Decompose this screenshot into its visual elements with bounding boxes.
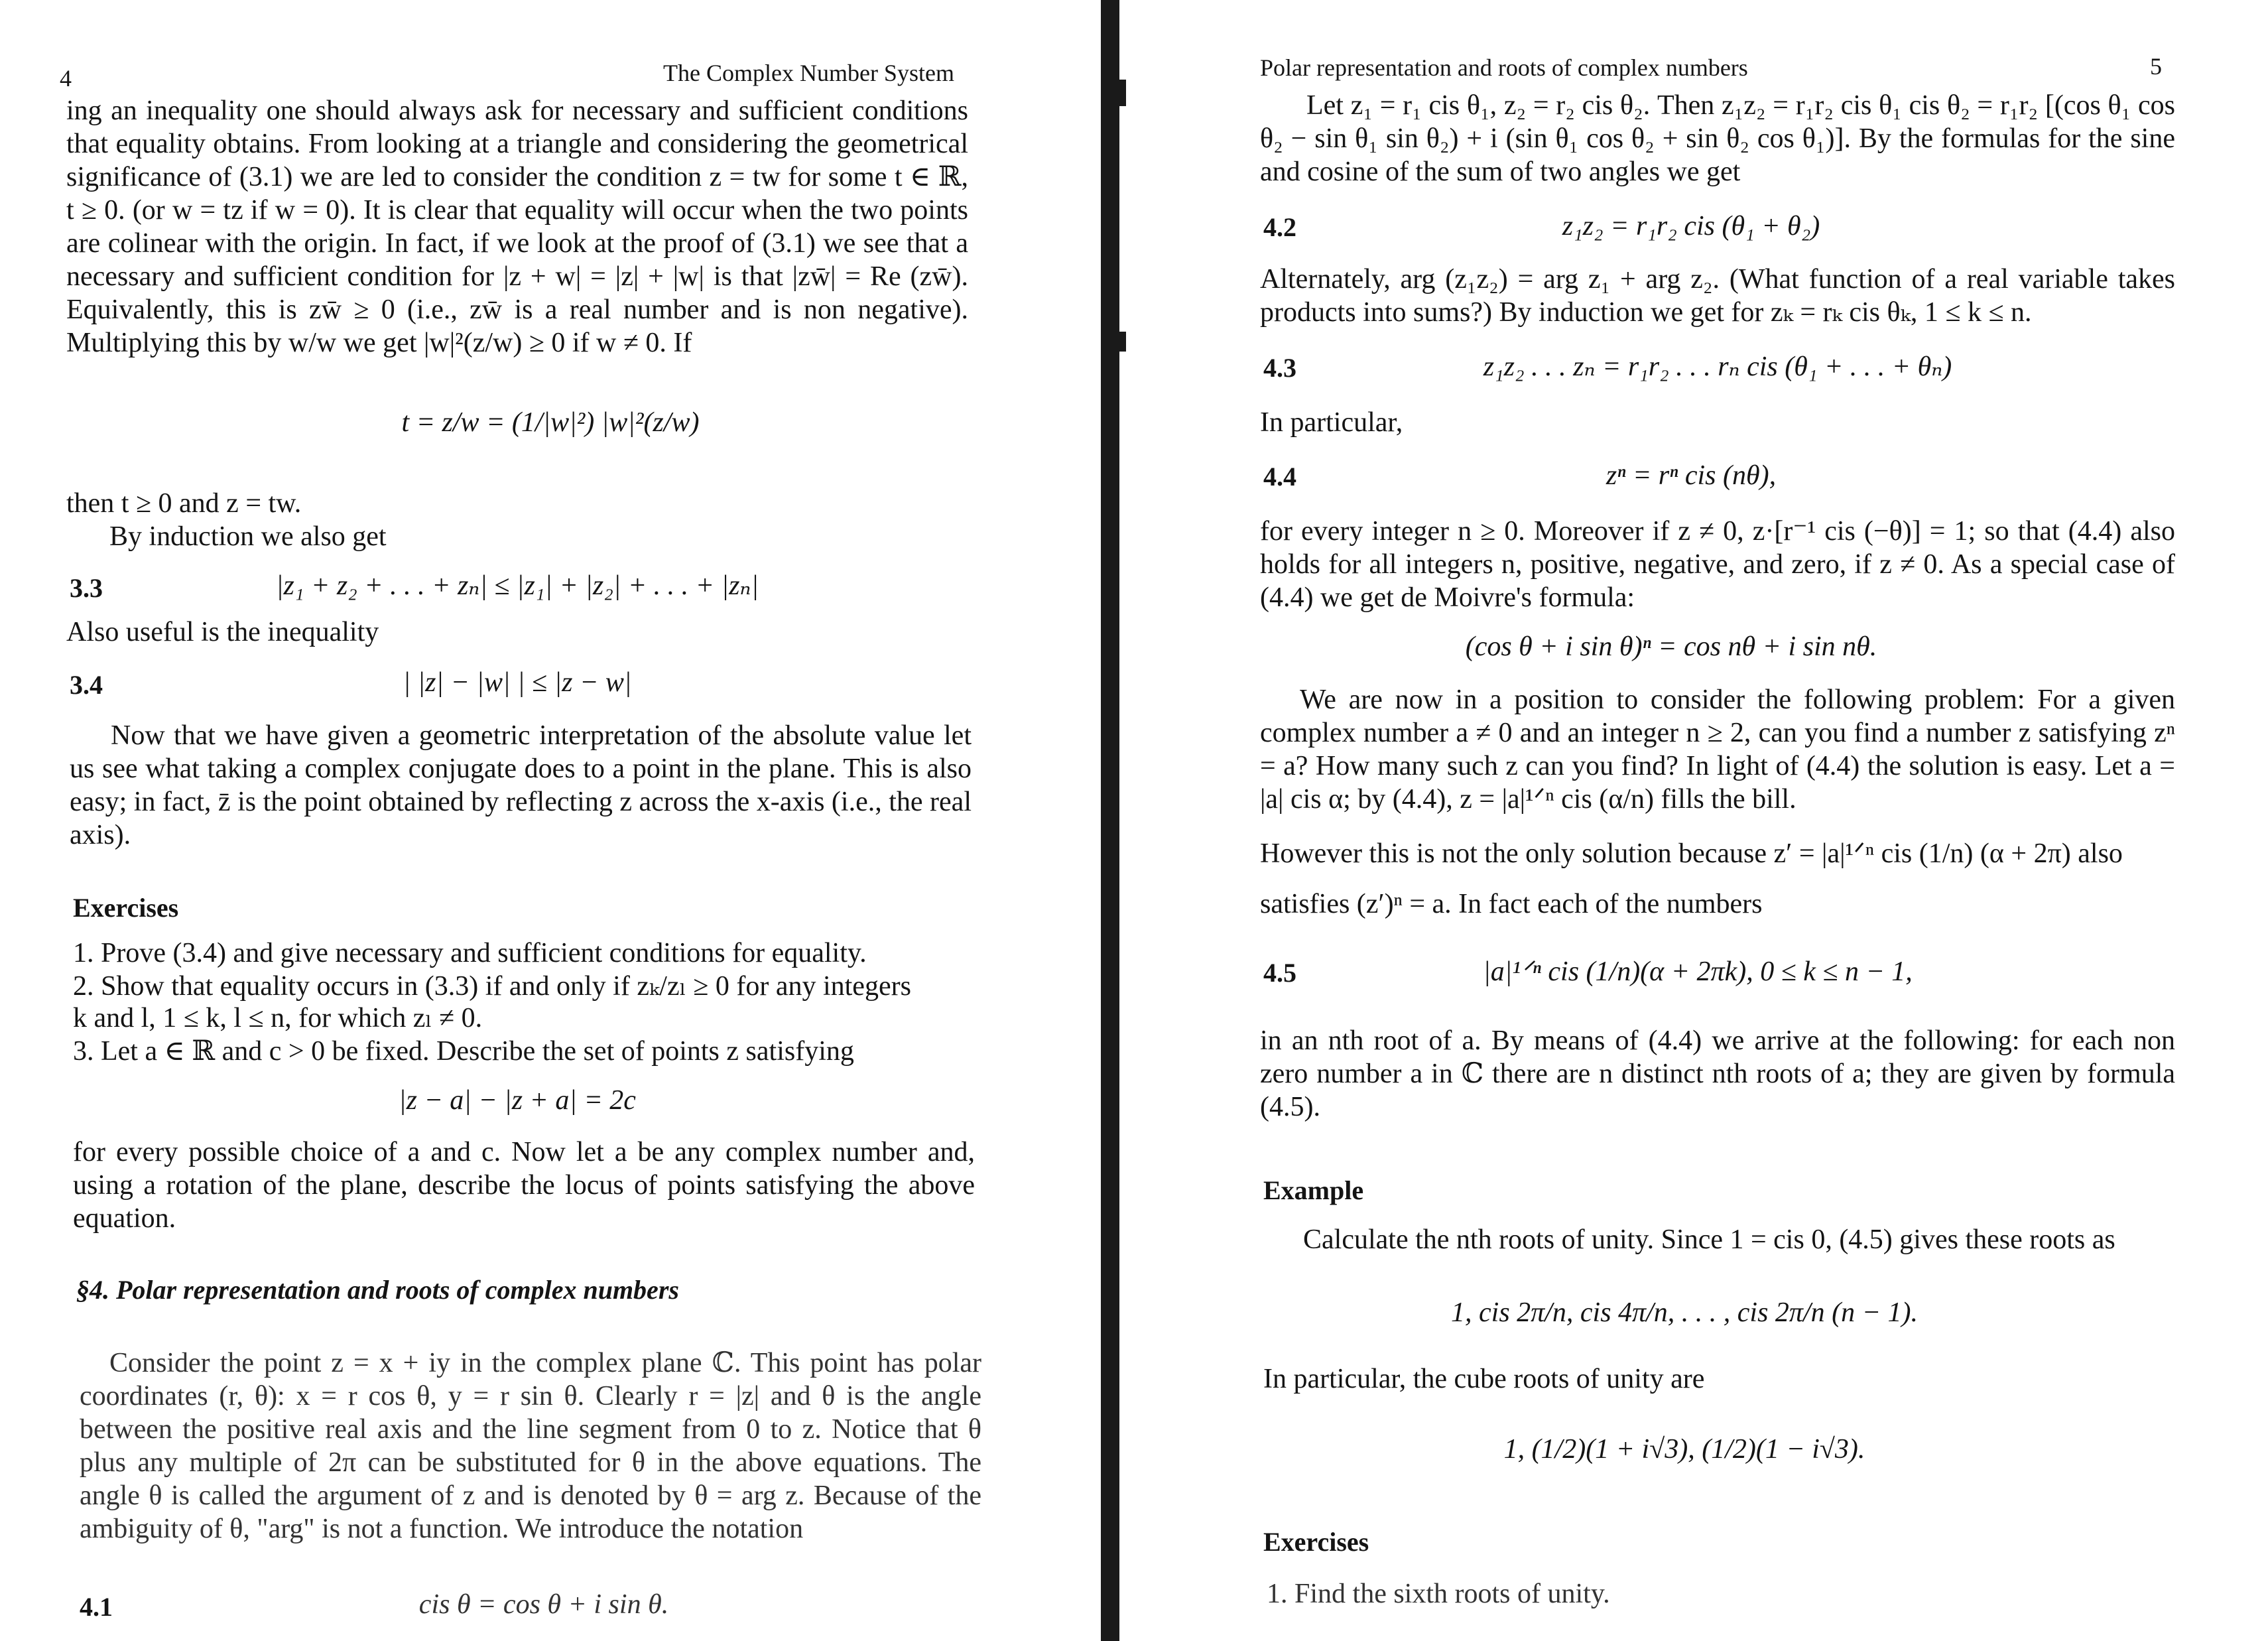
equation-4-1-number: 4.1 [80,1592,113,1622]
cube-roots-line: In particular, the cube roots of unity are [1263,1364,1705,1394]
equation-4-5: |a|¹ᐟⁿ cis (1/n)(α + 2πk), 0 ≤ k ≤ n − 1, [1483,956,1913,987]
left-paragraph-4: Consider the point z = x + iy in the complex plane ℂ. This point has polar coordinates (r, θ): x = r cos θ, y = r sin θ. Clearly r = |z| and θ is the angle between the positive real axis and the line segment from 0 to z. Notice that θ plus any multiple of 2π can be substituted for θ in the above equations. The angle θ is called the argument of z and is denoted by θ = arg z. Because of the ambiguity of θ, "arg" is not a function. We introduce the notation [80,1348,981,1544]
equation-cube-roots: 1, (1/2)(1 + i√3), (1/2)(1 − i√3). [1503,1434,1865,1465]
left-page-number: 4 [60,65,72,92]
book-spine [1101,0,1119,1641]
right-paragraph-4-line-c: satisfies (z′)ⁿ = a. In fact each of the numbers [1260,889,1763,919]
right-paragraph-4-line-b: However this is not the only solution because z′ = |a|¹ᐟⁿ cis (1/n) (α + 2π) also [1260,838,2123,869]
exercises-heading-left: Exercises [73,893,179,923]
in-particular-line: In particular, [1260,407,1403,438]
left-paragraph-1: ing an inequality one should always ask for necessary and sufficient conditions that equality obtains. From looking at a triangle and considering the geometrical significance of (3.1) we are led to consider the condition z = tw for some t ∈ ℝ, t ≥ 0. (or w = tz if w = 0). It is clear that equality will occur when the two points are colinear with the origin. In fact, if we look at the proof of (3.1) we see that a necessary and sufficient condition for |z + w| = |z| + |w| is that |zw̄| = Re (zw̄). Equivalently, this is zw̄ ≥ 0 (i.e., zw̄ is a real number and is non negative). Multiplying this by w/w we get |w|²(z/w) ≥ 0 if w ≠ 0. If [66,96,968,358]
equation-3-3: |z₁ + z₂ + . . . + zₙ| ≤ |z₁| + |z₂| + . . . + |zₙ| [276,570,759,601]
equation-roots-of-unity: 1, cis 2π/n, cis 4π/n, . . . , cis 2π/n (n − 1). [1451,1297,1918,1328]
equation-4-3: z₁z₂ . . . zₙ = r₁r₂ . . . rₙ cis (θ₁ + . . . + θₙ) [1483,352,1952,382]
right-page-number: 5 [2150,53,2162,80]
right-page [1141,0,2268,1641]
left-paragraph-3: for every possible choice of a and c. Now let a be any complex number and, using a rotation of the plane, describe the locus of points satisfying the above equation. [73,1137,975,1234]
exercises-heading-right: Exercises [1263,1527,1369,1557]
right-paragraph-5: in an nth root of a. By means of (4.4) we arrive at the following: for each non zero number a in ℂ there are n distinct nth roots of a; they are given by formula (4.5). [1260,1025,2175,1122]
left-paragraph-2: Now that we have given a geometric interpretation of the absolute value let us see what taking a complex conjugate does to a point in the plane. This is also easy; in fact, z̄ is the point obtained by reflecting z across the x-axis (i.e., the real axis). [70,720,972,850]
left-running-head: The Complex Number System [663,60,954,86]
equation-4-5-number: 4.5 [1263,958,1296,988]
section-title-4: §4. Polar representation and roots of complex numbers [76,1275,679,1305]
equation-4-4: zⁿ = rⁿ cis (nθ), [1606,460,1777,491]
exercise-3-left: 3. Let a ∈ ℝ and c > 0 be fixed. Describe the set of points z satisfying [73,1036,854,1067]
equation-3-3-number: 3.3 [70,573,103,603]
equation-t: t = z/w = (1/|w|²) |w|²(z/w) [401,407,700,438]
equation-4-3-number: 4.3 [1263,353,1296,383]
spine-notch [1118,332,1126,352]
exercise-2-line-a: 2. Show that equality occurs in (3.3) if and only if zₖ/zₗ ≥ 0 for any integers [73,971,911,1002]
left-page [0,0,1094,1641]
exercise-2-line-b: k and l, 1 ≤ k, l ≤ n, for which zₗ ≠ 0. [73,1003,483,1033]
equation-4-1: cis θ = cos θ + i sin θ. [418,1589,669,1620]
equation-3-4: | |z| − |w| | ≤ |z − w| [403,667,632,698]
exercise-1-left: 1. Prove (3.4) and give necessary and sufficient conditions for equality. [73,938,867,968]
right-paragraph-4: We are now in a position to consider the following problem: For a given complex number a ≠ 0 and an integer n ≥ 2, can you find a number z satisfying zⁿ = a? How many such z can you find? In light of (4.4) the solution is easy. Let a = |a| cis α; by (4.4), z = |a|¹ᐟⁿ cis (α/n) fills the bill. [1260,685,2175,815]
then-line: then t ≥ 0 and z = tw. [66,488,302,519]
equation-de-moivre: (cos θ + i sin θ)ⁿ = cos nθ + i sin nθ. [1465,631,1877,662]
equation-4-2: z₁z₂ = r₁r₂ cis (θ₁ + θ₂) [1562,211,1820,241]
right-paragraph-1: Let z₁ = r₁ cis θ₁, z₂ = r₂ cis θ₂. Then z₁z₂ = r₁r₂ cis θ₁ cis θ₂ = r₁r₂ [(cos θ₁ cos θ₂ − sin θ₁ sin θ₂) + i (sin θ₁ cos θ₂ + sin θ₂ cos θ₁)]. By the formulas for the sine and cosine of the sum of two angles we get [1260,90,2175,187]
equation-exercise-3: |z − a| − |z + a| = 2c [399,1085,636,1116]
equation-4-4-number: 4.4 [1263,462,1296,492]
exercise-1-right: 1. Find the sixth roots of unity. [1267,1579,1610,1609]
right-paragraph-3: for every integer n ≥ 0. Moreover if z ≠ 0, z·[r⁻¹ cis (−θ)] = 1; so that (4.4) also holds for all integers n, positive, negative, and zero, if z ≠ 0. As a special case of (4.4) we get de Moivre's formula: [1260,516,2175,613]
right-paragraph-2: Alternately, arg (z₁z₂) = arg z₁ + arg z₂. (What function of a real variable takes products into sums?) By induction we get for zₖ = rₖ cis θₖ, 1 ≤ k ≤ n. [1260,264,2175,328]
right-running-head: Polar representation and roots of complex numbers [1260,54,1748,81]
equation-4-2-number: 4.2 [1263,212,1296,242]
induction-line: By induction we also get [109,521,387,552]
example-heading: Example [1263,1175,1364,1205]
example-text: Calculate the nth roots of unity. Since 1 = cis 0, (4.5) gives these roots as [1303,1224,2115,1255]
spine-notch [1118,80,1126,106]
equation-3-4-number: 3.4 [70,670,103,700]
useful-line: Also useful is the inequality [66,617,379,647]
